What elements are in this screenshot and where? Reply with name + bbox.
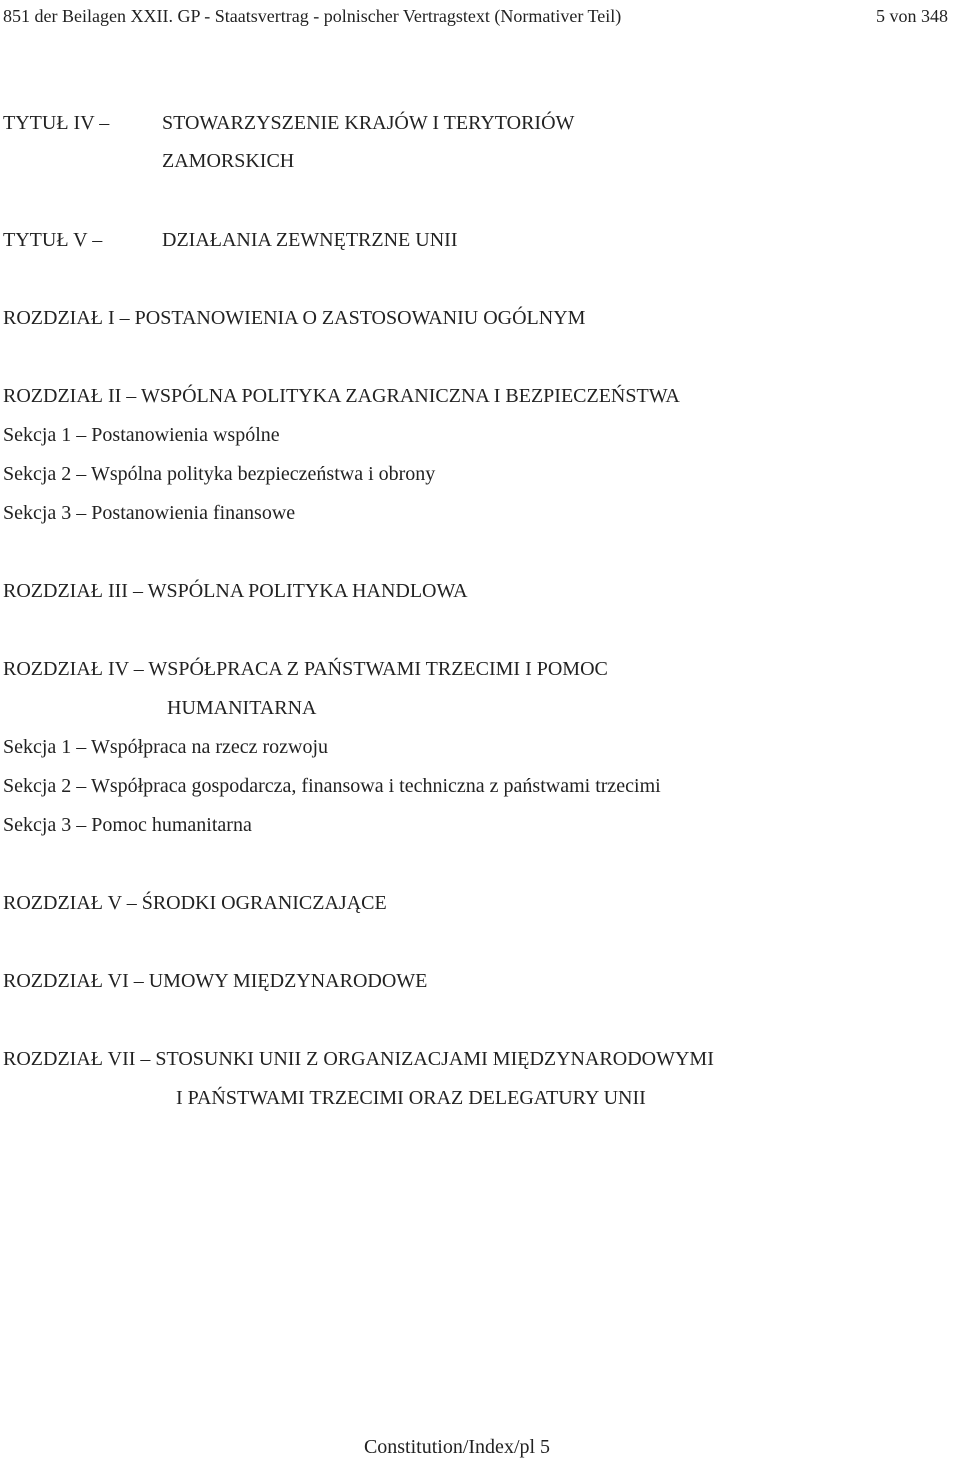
rozdzial-iv-heading-line-2: HUMANITARNA [167, 697, 317, 719]
tytul-v-label: TYTUŁ V – [3, 229, 103, 251]
tytul-v-text: DZIAŁANIA ZEWNĘTRZNE UNII [162, 229, 458, 251]
rozdzial-iv-sekcja-3: Sekcja 3 – Pomoc humanitarna [3, 814, 252, 836]
tytul-iv-text-line-1: STOWARZYSZENIE KRAJÓW I TERYTORIÓW [162, 112, 575, 134]
rozdzial-iv-heading-line-1: ROZDZIAŁ IV – WSPÓŁPRACA Z PAŃSTWAMI TRZECIMI I POMOC [3, 658, 608, 680]
rozdzial-vii-heading-line-1: ROZDZIAŁ VII – STOSUNKI UNII Z ORGANIZACJAMI MIĘDZYNARODOWYMI [3, 1048, 714, 1070]
rozdzial-iii-heading: ROZDZIAŁ III – WSPÓLNA POLITYKA HANDLOWA [3, 580, 468, 602]
rozdzial-vii-heading-line-2: I PAŃSTWAMI TRZECIMI ORAZ DELEGATURY UNII [176, 1087, 646, 1109]
rozdzial-iv-sekcja-2: Sekcja 2 – Współpraca gospodarcza, finansowa i techniczna z państwami trzecimi [3, 775, 661, 797]
header-document-title: 851 der Beilagen XXII. GP - Staatsvertrag - polnischer Vertragstext (Normativer Teil) [3, 6, 622, 26]
rozdzial-ii-heading: ROZDZIAŁ II – WSPÓLNA POLITYKA ZAGRANICZNA I BEZPIECZEŃSTWA [3, 385, 680, 407]
page-header [0, 4, 948, 28]
rozdzial-ii-sekcja-1: Sekcja 1 – Postanowienia wspólne [3, 424, 280, 446]
page-footer [0, 1434, 960, 1460]
rozdzial-ii-sekcja-2: Sekcja 2 – Wspólna polityka bezpieczeństwa i obrony [3, 463, 436, 485]
header-page-number: 5 von 348 [876, 6, 948, 26]
tytul-iv-text-line-2: ZAMORSKICH [162, 150, 295, 172]
rozdzial-iv-sekcja-1: Sekcja 1 – Współpraca na rzecz rozwoju [3, 736, 329, 758]
footer-reference: Constitution/Index/pl 5 [363, 1436, 551, 1458]
rozdzial-vi-heading: ROZDZIAŁ VI – UMOWY MIĘDZYNARODOWE [3, 970, 428, 992]
tytul-iv-label: TYTUŁ IV – [3, 112, 110, 134]
rozdzial-ii-sekcja-3: Sekcja 3 – Postanowienia finansowe [3, 502, 296, 524]
rozdzial-i-heading: ROZDZIAŁ I – POSTANOWIENIA O ZASTOSOWANIU OGÓLNYM [3, 307, 586, 329]
rozdzial-v-heading: ROZDZIAŁ V – ŚRODKI OGRANICZAJĄCE [3, 892, 387, 914]
